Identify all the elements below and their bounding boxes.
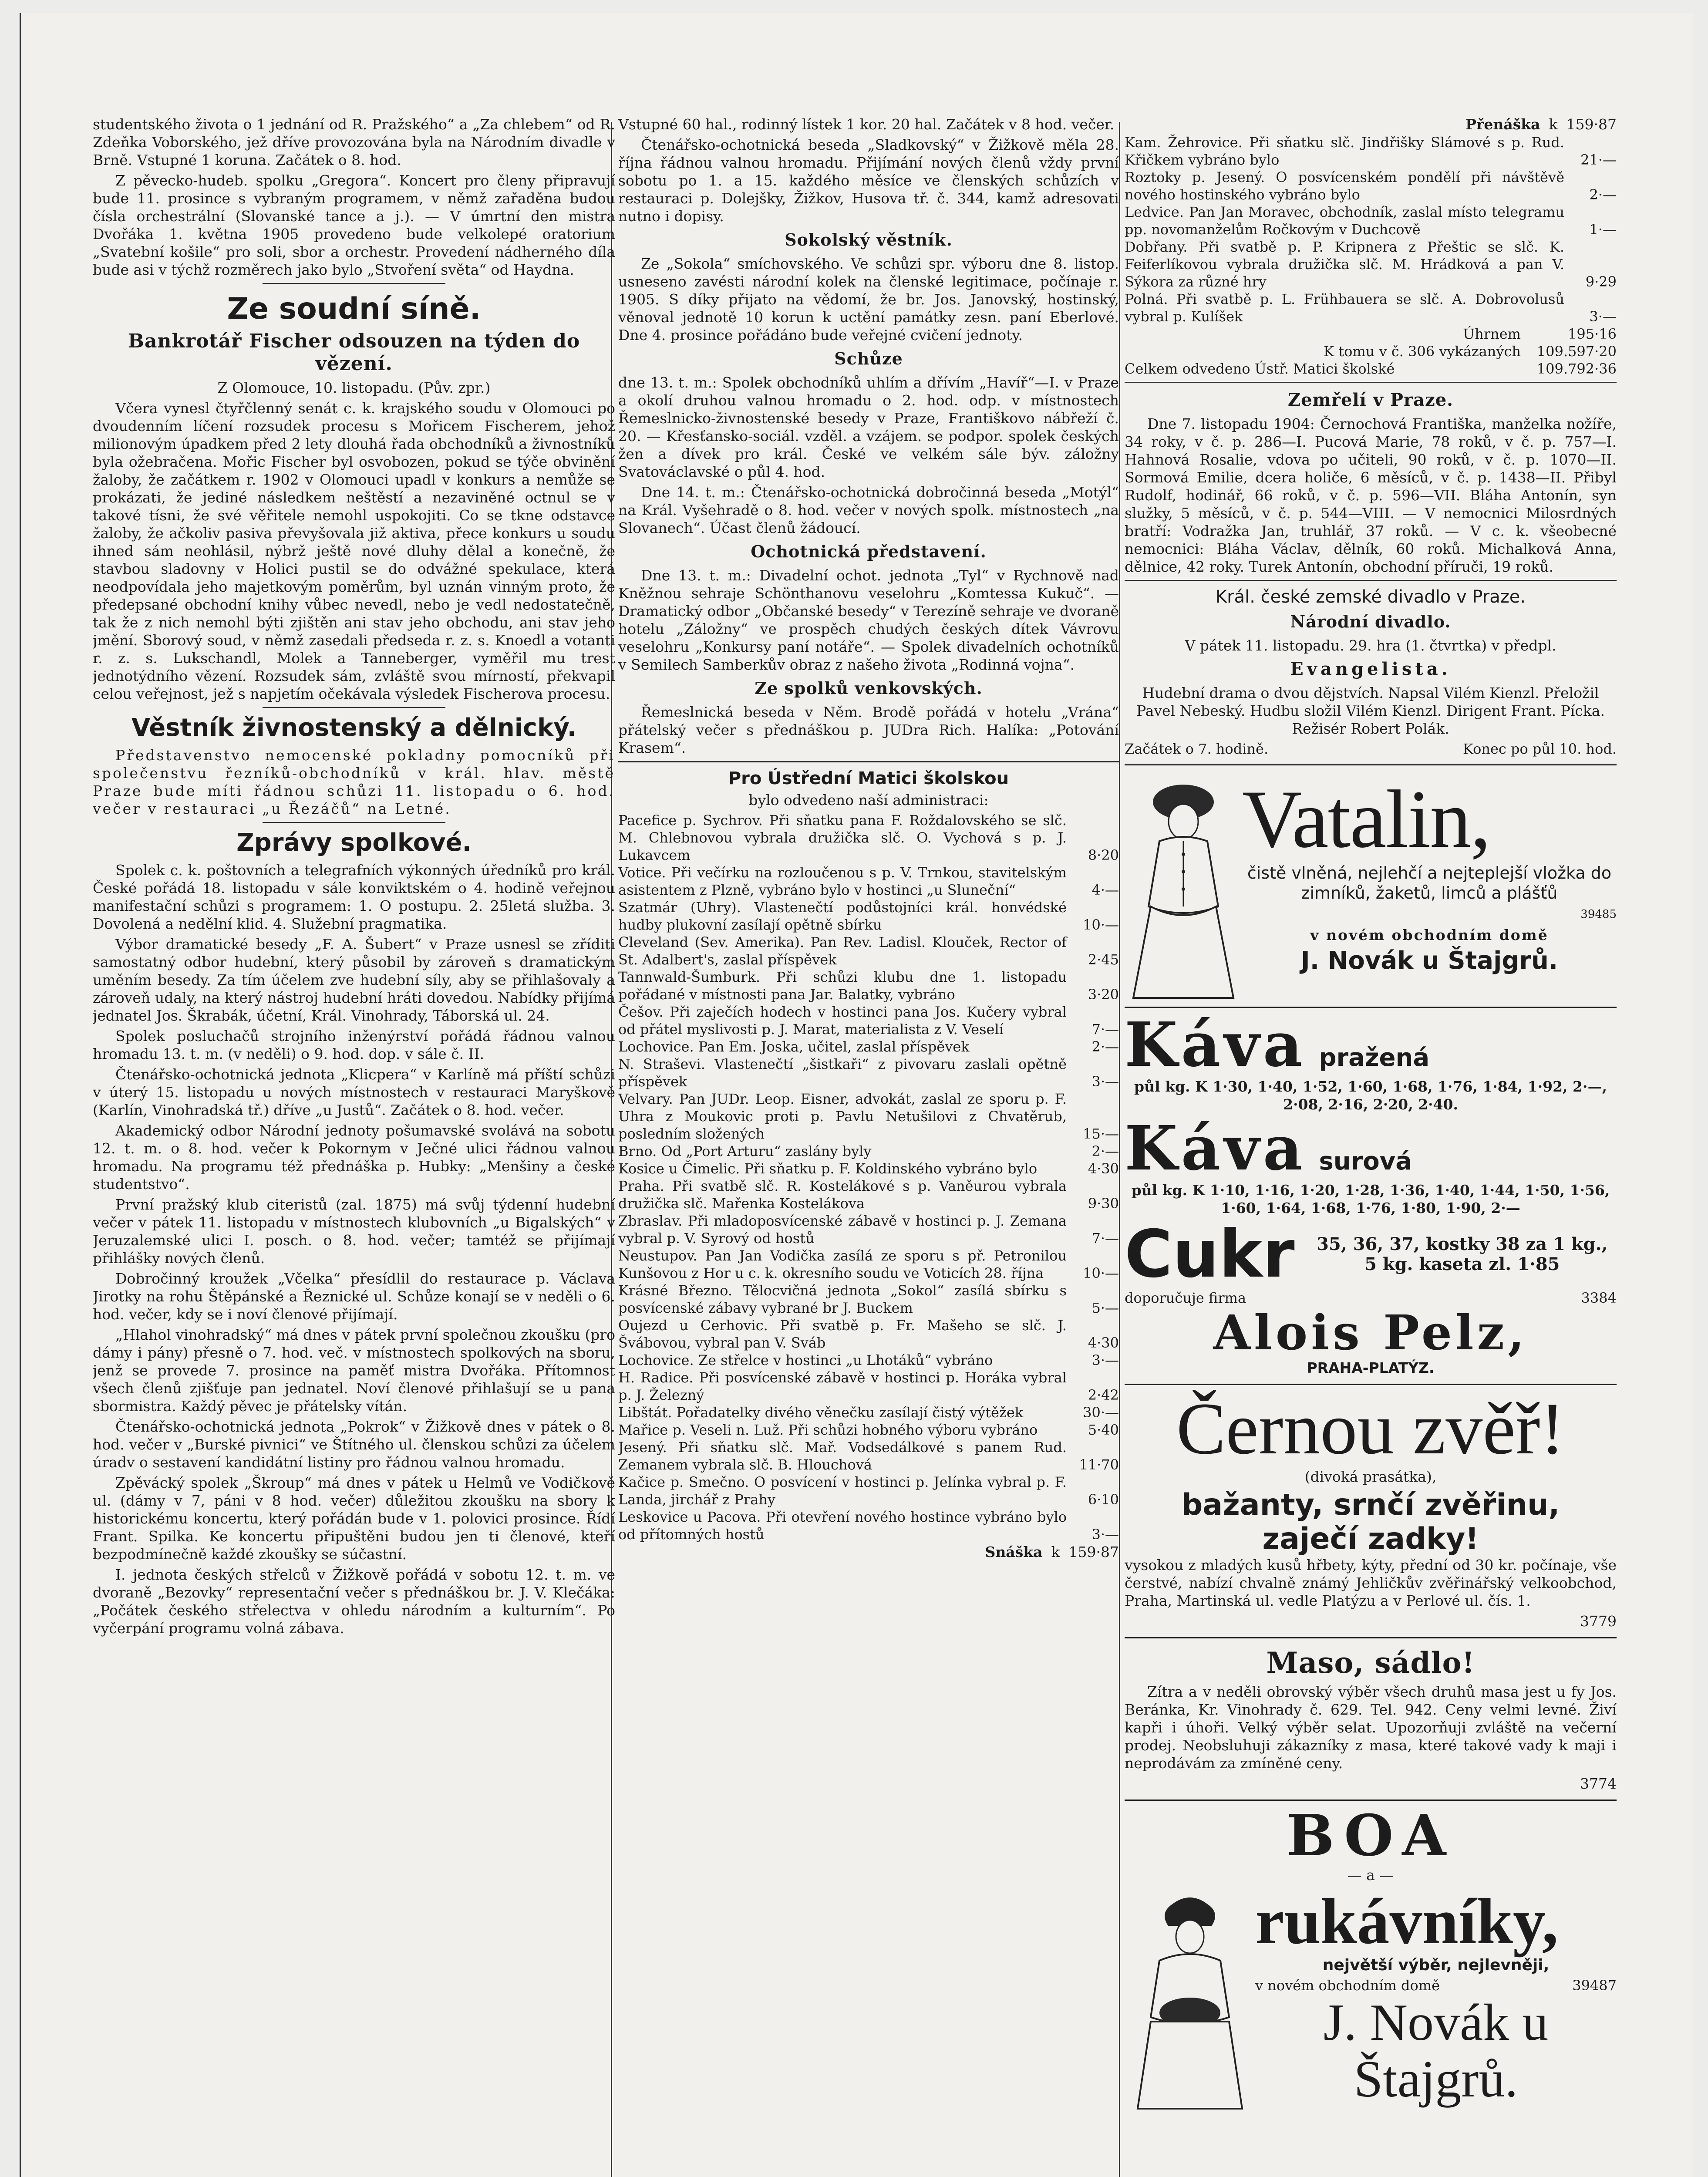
matice-row [618,968,1119,1003]
matice-row [618,1404,1119,1421]
matice-row-text: Praha. Při svatbě slč. R. Kostelákové s p. Vaněurou vybrala družička slč. Mařenka Kostelákova [618,1178,1067,1212]
matice-row-text: Lochovice. Ze střelce v hostinci „u Lhotáků“ vybráno [618,1352,993,1368]
kava-prazena-row [1125,1009,1617,1081]
matice-row-value: 3·— [1589,308,1617,325]
matice-row-value: 10·— [1083,917,1119,933]
prenaska-unit: k [1549,116,1558,133]
matice-row-value: 6·10 [1088,1491,1119,1508]
zpravy-item: I. jednota českých střelců v Žižkově pořádá v sobotu 12. t. m. ve dvoraně „Bezovky“ representační večer s přednáškou br. J. V. Klečáka: „Počátek českého střelectva v ohledu národním a kulturním“. Po vyčerpání programu volná zábava. [93,1566,615,1637]
newspaper-page [20,13,1693,2177]
sokol-article: Ze „Sokola“ smíchovského. Ve schůzi spr. výboru dne 8. listop. usneseno zavésti národní kolek na členské legitimace, počínaje r. 1905. S díky přijato na vědomí, že br. Jos. Janovský, hostinský, věnoval jednotě 10 korun k uctění památky zesn. paní Eberlové. Dne 4. prosince pořádáno bude veřejné cvičení jednoty. [618,255,1119,344]
pelz-num: 3384 [1581,1290,1617,1306]
matice-row-value: 9·29 [1585,273,1617,290]
matice-row-text: Jesený. Při sňatku slč. Mař. Vodsedálkové s panem Rud. Zemanem vybrala slč. B. Hlouchová [618,1439,1067,1473]
kava-prazena-big: Káva [1125,1009,1306,1081]
matice-row-text: Lochovice. Pan Em. Joska, učitel, zaslal příspěvek [618,1038,970,1055]
boa-text: největší výběr, nejlevněji, [1322,1956,1550,1974]
boa-firm: J. Novák u Štajgrů. [1323,1993,1549,2108]
vatalin-text: čistě vlněná, nejlehčí a nejteplejší vložka do zimníků, žaketů, limců a plášťů [1247,863,1612,903]
zpravy-item: Dobročinný kroužek „Včelka“ přesídlil do restaurace p. Václava Jirotky na rohu Štěpánské a Řeznické ul. Schůze konají se v neděli o 6. hod. večer, kdy se i noví členové přijímají. [93,1270,615,1323]
vatalin-num: 39485 [1580,908,1617,921]
divadlo-desc: Hudební drama o dvou dějstvích. Napsal Vilém Kienzl. Přeložil Pavel Nebeský. Hudbu složil Vilém Kienzl. Dirigent Frant. Pícka. Režisér Robert Polák. [1136,684,1605,737]
matice-row-value: 4·30 [1088,1335,1119,1351]
matice-row-value: 8·20 [1088,847,1119,863]
matice-row-text: Tannwald-Šumburk. Při schůzi klubu dne 1. listopadu pořádané v místnosti pana Jar. Balatky, vybráno [618,969,1067,1003]
zpravy-item: Spolek c. k. poštovních a telegrafních výkonných úředníků pro král. České pořádá 18. listopadu v sále konviktském o 4. hodině veřejnou manifestační schůzi s programem: 1. O postupu. 2. 25letá služba. 3. Dovolená a nedělní klid. 4. Služební pragmatika. [93,862,615,932]
celkem-label: Celkem odvedeno Ústř. Matici školské [1125,361,1395,377]
k-tomu-row [1125,343,1617,360]
matice-row-text: Ledvice. Pan Jan Moravec, obchodník, zaslal místo telegramu pp. novomanželům Ročkovým v Duchcově [1125,204,1564,238]
zpravy-item: Spolek posluchačů strojního inženýrství pořádá řádnou valnou hromadu 13. t. m. (v neděli) o 9. hod. dop. v sále č. II. [93,1028,615,1062]
matice-row-value: 5·— [1092,1300,1119,1316]
matice-row [618,1160,1119,1177]
matice-row [1125,168,1617,203]
matice-row-value: 2·— [1092,1143,1119,1159]
column-3 [1125,115,1617,2177]
boa-shop: v novém obchodním domě [1255,1977,1440,1994]
schuze-item: dne 13. t. m.: Spolek obchodníků uhlím a dřívím „Havíř“—I. v Praze a okolí druhou valnou hromadu o 2. hod. odp. v místnostech Řemeslnicko-živnostenské besedy v Praze, Františkovo nábřeží č. 20. — Křesťansko-sociál. vzděl. a vzájem. se podpor. spolek českých žen a dívek pro král. České ve velkém sále býv. záložny Svatováclavské o půl 4. hod. [618,374,1119,480]
matice-row-value: 3·— [1092,1526,1119,1543]
matice-row [618,1212,1119,1247]
divadlo-times [1125,740,1617,758]
matice-row [1125,203,1617,238]
matice-row-text: Krásné Březno. Tělocvičná jednota „Sokol“ zasílá sbírku s posvícenské zábavy vybrané br J. Buckem [618,1282,1067,1316]
zver-ad [1125,1385,1617,1638]
boa-num: 39487 [1572,1977,1617,1994]
matice-row-value: 3·— [1092,1073,1119,1090]
matice-row [1125,290,1617,325]
matice-row-value: 4·— [1092,882,1119,898]
matice-row [618,1177,1119,1212]
maso-text: Zítra a v neděli obrovský výběr všech druhů masa jest u fy Jos. Beránka, Kr. Vinohrady č. 629. Tel. 942. Ceny velmi levné. Živí kapři i úhoři. Velký výběr selat. Upozorňuji zvláště na večerní prodej. Neobsluhuji zákazníky z masa, které takové vady k maji i neprodávám za zmíněné ceny. [1125,1683,1617,1772]
celkem-row [1125,360,1617,377]
divadlo-subheading: Národní divadlo. [1290,612,1451,631]
matice-row-text: Mařice p. Veseli n. Luž. Při schůzi hobného výboru vybráno [618,1422,1038,1438]
boa-a: — a — [1347,1867,1394,1884]
court-heading: Ze soudní síně. [227,292,481,326]
venkov-article: Řemeslnická beseda v Něm. Brodě pořádá v hotelu „Vrána“ přátelský večer s přednáškou p. JUDra Rich. Halíka: „Potování Krasem“. [618,704,1119,756]
column-rule [1119,122,1120,2177]
matice-row-text: Roztoky p. Jesený. O posvícenském pondělí při návštěvě nového hostinského vybráno bylo [1125,169,1564,203]
matice-row-text: Libštát. Pořadatelky divého věnečku zasílají čistý výtěžek [618,1404,1024,1421]
zver-sub: (divoká prasátka), [1304,1468,1437,1485]
vatalin-shop: v novém obchodním domě [1310,927,1549,944]
snaska-row [618,1543,1119,1561]
uhrnem-label: Úhrnem [1463,326,1521,342]
cukr-row [1125,1217,1617,1292]
boa-ad [1125,1801,1617,2113]
matice-list [618,812,1119,1543]
pelz-recommend-row [1125,1289,1617,1307]
snaska-unit: k [1051,1543,1060,1560]
zver-num: 3779 [1580,1613,1617,1630]
celkem-value: 109.792·36 [1536,361,1617,377]
k-tomu-value: 109.597·20 [1536,343,1617,360]
zpravy-heading: Zprávy spolkové. [236,829,472,857]
boa-shop-row [1255,1977,1617,1994]
kava-prazena-word: pražená [1319,1044,1430,1072]
divider [263,822,445,823]
venkov-heading: Ze spolků venkovských. [755,678,983,698]
divadlo-date: V pátek 11. listopadu. 29. hra (1. čtvrtka) v předpl. [1185,637,1556,654]
sokol-heading: Sokolský věstník. [785,230,953,249]
matice-row [1125,134,1617,168]
matice-row [618,933,1119,968]
matice-row [618,899,1119,933]
matice-row [618,1317,1119,1351]
zver-big: Černou zvěř! [1176,1388,1565,1469]
vestnik-heading: Věstník živnostenský a dělnický. [131,714,576,742]
snaska-value: 159·87 [1068,1543,1119,1560]
umrti-heading: Zemřelí v Praze. [1287,390,1454,410]
vatalin-firm: J. Novák u Štajgrů. [1300,947,1558,975]
matice-row-value: 1·— [1589,221,1617,238]
divider [1125,580,1617,581]
matice-row [618,1421,1119,1439]
divider [263,283,445,284]
matice-row-text: Dobřany. Při svatbě p. P. Kripnera z Přeštic se slč. K. Feiferlíkovou vybrala družička slč. M. Hrádková a pan V. Sýkora za různé hry [1125,239,1564,290]
maso-heading: Maso, sádlo! [1266,1646,1475,1680]
matice-row-value: 11·70 [1079,1456,1119,1473]
zver-line2: bažanty, srnčí zvěřinu, [1181,1488,1560,1522]
column-1 [93,115,615,2177]
uhrnem-value: 195·16 [1568,326,1617,342]
zpravy-item: Čtenářsko-ochotnická jednota „Klicpera“ v Karlíně má příští schůzi v úterý 15. listopadu u nových místnostech v restauraci Maryškově (Karlín, Vinohradská tř.) dříve „u Justů“. Začátek o 8. hod. večer. [93,1066,615,1119]
vatalin-text-block [1242,776,1617,1002]
matice-row-text: Votice. Při večírku na rozloučenou s p. V. Trnkou, stavitelským asistentem z Plzně, vybráno bylo v hostinci „u Sluneční“ [618,864,1067,898]
cukr-big: Cukr [1125,1217,1295,1292]
matice-row-text: N. Straševi. Vlastenečtí „šistkaři“ z pivovaru zaslali opětně příspěvek [618,1056,1067,1090]
matice-row [618,1055,1119,1090]
pelz-name: Alois Pelz, [1213,1304,1528,1361]
matice-row [618,1003,1119,1038]
ochot-article: Dne 13. t. m.: Divadelní ochot. jednota „Tyl“ v Rychnově nad Kněžnou sehraje Schönthanovu veselohru „Komtessa Kukuč“. — Dramatický odbor „Občanské besedy“ v Terezíně sehraje ve dvoraně hotelu „Záložny“ ve prospěch chudých českých dítek Vávrovu veselohru „Konkursy paní notáře“. — Spolek divadelních ochotníků v Semilech Samberkův obraz z našeho života „Rodinná vojna“. [618,567,1119,673]
matice-row-value: 2·— [1589,186,1617,203]
snaska-label: Snáška [985,1543,1043,1560]
prenaska-row [1125,115,1617,134]
boa-ruk: rukávníky, [1255,1885,1559,1958]
uhrnem-row [1125,325,1617,343]
vestnik-article: Představenstvo nemocenské pokladny pomocníků při společenstvu řezníků-obchodníků v král. hlav. městě Praze bude míti řádnou schůzi 11. listopadu o 6. hod. večer v restauraci „u Řezáčů“ na Letné. [93,747,615,817]
divider [618,761,1119,762]
matice-row-value: 3·— [1092,1352,1119,1368]
prenaska-label: Přenáška [1465,116,1540,133]
kava-surova-prices: půl kg. K 1·10, 1·16, 1·20, 1·28, 1·36, 1·40, 1·44, 1·50, 1·56, 1·60, 1·64, 1·68, 1·76, 1·80, 1·90, 2·— [1131,1182,1610,1217]
zpravy-item: „Hlahol vinohradský“ má dnes v pátek první společnou zkoušku (pro dámy i pány) přesně o 7. hod. več. v místnostech spolkových na sboru, jenž se provede 7. prosince na paměť mistra Dvořáka. Přítomnost všech členů zjišťuje pan jednatel. Noví členové přihlašují se u pana sbormistra. Každý pěvec je přátelsky vítán. [93,1326,615,1415]
matice-row-value: 3·20 [1088,986,1119,1003]
matice-row [618,1508,1119,1543]
vatalin-ad [1125,772,1617,1008]
zpravy-item: Výbor dramatické besedy „F. A. Šubert“ v Praze usnesl se zříditi samostatný odbor hudební, který působil by zároveň s dramatickým uměním besedy. Za tím účelem zve hudební síly, aby se přihlašovaly a zároveň udaly, na který nástroj hudební hráti dovedou. Nabídky přijímá jednatel Jos. Škrabák, účetní, Král. Vinohrady, Táborská ul. 24. [93,936,615,1024]
prenaska-value: 159·87 [1566,116,1617,133]
matice-row [618,1351,1119,1369]
intro-paragraph: Vstupné 60 hal., rodinný lístek 1 kor. 20 hal. Začátek v 8 hod. večer. [618,116,1115,133]
matice-row-value: 30·— [1083,1404,1119,1421]
zpravy-item: Čtenářsko-ochotnická jednota „Pokrok“ v Žižkově dnes v pátek o 8. hod. večer v „Burské pivnici“ ve Štítného ul. členskou schůzi za účelem úradv o sestavení kandidátní listiny pro řádnou valnou hromadu. [93,1418,615,1471]
kava-surova-row [1125,1113,1617,1184]
matice-row-text: Zbraslav. Při mladoposvícenské zábavě v hostinci p. J. Zemana vybral p. V. Syrový od hostů [618,1213,1067,1247]
kava-prazena-prices: půl kg. K 1·30, 1·40, 1·52, 1·60, 1·68, 1·76, 1·84, 1·92, 2·—, 2·08, 2·16, 2·20, 2·40. [1134,1078,1607,1113]
kava-surova-big: Káva [1125,1113,1306,1184]
matice-row [618,864,1119,899]
matice-row-text: Oujezd u Cerhovic. Při svatbě p. Fr. Mašeho se slč. J. Švábovou, vybral pan V. Sváb [618,1317,1067,1351]
lady-with-muff-icon [1125,1887,1255,2113]
pelz-recommend: doporučuje firma [1125,1290,1246,1306]
matice-row-text: Velvary. Pan JUDr. Leop. Eisner, advokát, zaslal ze sporu p. F. Uhra z Moukovic proti p. Pavlu Netušilovi z Chvatěrub, posledním složených [618,1091,1067,1142]
matice-row [618,1090,1119,1142]
boa-body [1125,1887,1617,2113]
column-2 [618,115,1119,2177]
divider [1125,382,1617,383]
matice-row-value: 4·30 [1088,1160,1119,1177]
matice-row-value: 7·— [1092,1230,1119,1247]
matice-row [618,1142,1119,1160]
matice-row-value: 9·30 [1088,1195,1119,1212]
matice-row-text: Pacefice p. Sychrov. Při sňatku pana F. Roždalovského se slč. M. Chlebnovou vybrala družička slč. O. Vychová s p. J. Lukavcem [618,812,1067,863]
matice-row [618,812,1119,864]
pevecko-paragraph: Z pěvecko-hudeb. spolku „Gregora“. Koncert pro členy připravují bude 11. prosince s vybraným programem, v němž zařaděna budou čísla orchestrální (Slovanské tance a j.). — V úmrtní den mistra Dvořáka 1. května 1905 provedeno bude velkolepé oratorium „Svatební košile“ pro soli, sbor a orchestr. Provedení nádherného díla bude asi v týchž rozměrech jako bylo „Stvoření světa“ od Haydna. [93,172,615,278]
court-article: Včera vynesl čtyřčlenný senát c. k. krajského soudu v Olomouci po dvoudenním líčení rozsudek procesu s Mořicem Fischerem, jehož milionovým úpadkem před 2 lety dlouhá řada obchodníků a živnostníků byla ožebračena. Mořic Fischer byl osvobozen, pokud se týče obvinění žaloby, že začátkem r. 1902 v Olomouci upadl v konkurs a nemůže se prokázati, že jediné následkem neštěstí a nezaviněné octnul se v takové tísni, že své věřitele nemohl uspokojiti. Co se tkne odstavce žaloby, že ačkoliv pasiva převyšovala již aktiva, přece konkurs u soudu ihned sám neohlásil, nýbrž ještě nové dluhy dělal a konečně, že stavbou sladovny v Holici pustil se do odvážné spekulace, která neodpovídala jeho majetkovým poměrům, byl uznán vinným proto, že předepsané obchodní knihy vůbec nevedl, nebo je vedl nedostatečně, tak že z nich nemohl býti zjištěn ani stav jeho obchodu, ani stav jeho jmění. Sborový soud, v němž zasedali předseda r. z. s. Knoedl a votanti r. z. s. Lukschandl, Molek a Tanneberger, vyměřil mu trest jednotýdního vězení. Rozsudek sám, zvláště svou mírností, překvapil celou veřejnost, jež s napjetím očekávala výsledek Fischerova procesu. [93,400,615,702]
divider [263,707,445,708]
zpravy-item: Zpěvácký spolek „Škroup“ má dnes v pátek u Helmů ve Vodičkově ul. (dámy v 7, páni v 8 hod. večer) důležitou zkoušku na sbory k historickému koncertu, který pořádán bude v 1. polovici prosince. Řídí Frant. Spilka. Ke koncertu připuštěni budou jen ti členové, kteří bezpodmínečně každé zkoušky se súčastní. [93,1474,615,1563]
maso-ad [1125,1638,1617,1801]
matice-row-text: Kačice p. Smečno. O posvícení v hostinci p. Jelínka vybral p. F. Landa, jirchář z Prahy [618,1474,1067,1508]
divadlo-heading: Král. české zemské divadlo v Praze. [1215,587,1526,607]
pelz-ad [1125,1008,1617,1385]
zpravy-item: První pražský klub citeristů (zal. 1875) má svůj týdenní hudební večer v pátek 11. listopadu v místnostech klubovních „u Bigalských“ v Jeruzalemské ulici I. posch. o 8. hod. večer; tamtéž se přijímají přihlášky nových členů. [93,1196,615,1267]
sladkovsky-paragraph: Čtenářsko-ochotnická beseda „Sladkovský“ v Žižkově měla 28. října řádnou valnou hromadu. Přijímání nových členů vždy první sobotu po 1. a 15. každého měsíce ve členských schůzích v restauraci p. Dolejšky, Žižkov, Husova tř. č. 344, kamž adresovati nutno i dopisy. [618,136,1119,225]
matice-row-text: Kosice u Čimelic. Při sňatku p. F. Koldinského vybráno bylo [618,1160,1038,1177]
matice-row-text: Szatmár (Uhry). Vlastenečtí podůstojníci král. honvédské hudby plukovní zasílají opětně sbírku [618,899,1067,933]
court-dateline: Z Olomouce, 10. listopadu. (Pův. zpr.) [217,379,491,396]
matice-row [618,1473,1119,1508]
matice-row-text: Kam. Žehrovice. Při sňatku slč. Jindřišky Slámové s p. Rud. Křičkem vybráno bylo [1125,134,1564,168]
matice-row-value: 2·42 [1088,1387,1119,1403]
matice-subheading: bylo odvedeno naší administraci: [748,792,989,809]
boa-text-block [1255,1887,1617,2113]
divadlo-start: Začátek o 7. hodině. [1125,741,1269,757]
matice-row-value: 7·— [1092,1021,1119,1038]
matice-row [1125,238,1617,290]
k-tomu-label: K tomu v č. 306 vykázaných [1324,343,1521,360]
divider [1125,764,1617,765]
matice-row [618,1038,1119,1055]
matice-row [618,1247,1119,1282]
matice-row-value: 21·— [1580,152,1617,168]
matice-list [1125,134,1617,325]
lady-illustration-icon [1125,776,1242,1002]
cukr-prices: 35, 36, 37, kostky 38 za 1 kg., 5 kg. kaseta zl. 1·85 [1317,1234,1608,1274]
zpravy-item: Akademický odbor Národní jednoty pošumavské svolává na sobotu 12. t. m. o 8. hod. večer k Pokornym v Ječné ulici řádnou valnou hromadu. Na programu též přednáška p. Hubky: „Menšiny a české studentstvo“. [93,1122,615,1193]
umrti-article: Dne 7. listopadu 1904: Černochová Františka, manželka nožíře, 34 roky, v č. p. 286—I. Pucová Marie, 78 roků, v č. p. 757—I. Hahnová Rosalie, vdova po učiteli, 90 roků, v č. p. 1070—II. Sormová Emilie, dcera holiče, 6 měsíců, v č. p. 1438—II. Přibyl Rudolf, hodinář, 66 roků, v č. p. 596—VII. Bláha Antonín, syn služky, 5 měsíců, v č. p. 544—VIII. — V nemocnici Milosrdných bratří: Vodražka Jan, truhlář, 37 roků. — V c. k. všeobecné nemocnici: Bláha Václav, dělník, 60 roků. Michalková Anna, dělnice, 42 roky. Turek Antonín, obchodní příruči, 19 roků. [1125,415,1617,575]
divadlo-title: Evangelista. [1290,659,1451,679]
ochot-heading: Ochotnická představení. [751,542,987,561]
court-subheading: Bankrotář Fischer odsouzen na týden do vězení. [128,330,580,375]
matice-row-value: 2·— [1092,1038,1119,1055]
matice-row-text: Leskovice u Pacova. Při otevření nového hostince vybráno bylo od přítomných hostů [618,1509,1067,1543]
matice-row-text: Polná. Při svatbě p. L. Frühbauera se slč. A. Dobrovolusů vybral p. Kulíšek [1125,291,1564,325]
matice-row-text: Brno. Od „Port Arturu“ zaslány byly [618,1143,872,1159]
matice-row-text: H. Radice. Při posvícenské zábavě v hostinci p. Horáka vybral p. J. Železný [618,1369,1067,1403]
maso-num: 3774 [1580,1775,1617,1792]
matice-row [618,1439,1119,1473]
matice-row-text: Neustupov. Pan Jan Vodička zasílá ze sporu s př. Petronilou Kunšovou z Hor u c. k. okresního soudu ve Voticích 28. října [618,1247,1067,1281]
matice-row-value: 10·— [1083,1265,1119,1281]
pelz-place: PRAHA-PLATÝZ. [1307,1359,1435,1376]
matice-row [618,1282,1119,1317]
divadlo-end: Konec po půl 10. hod. [1463,741,1617,757]
schuze-item: Dne 14. t. m.: Čtenářsko-ochotnická dobročinná beseda „Motýl“ na Král. Vyšehradě o 8. hod. večer v nových spolk. místnostech „na Slovanech“. Účast členů žádoucí. [618,484,1119,536]
kava-surova-word: surová [1319,1147,1412,1176]
matice-heading: Pro Ústřední Matici školskou [728,768,1009,789]
schuze-heading: Schůze [834,349,903,368]
boa-big: BOA [1286,1802,1455,1869]
intro-paragraph: studentského života o 1 jednání od R. Pražského“ a „Za chlebem“ od R. Zdeňka Voborského, jež dříve provozována byla na Národním divadle v Brně. Vstupné 1 koruna. Začátek o 8. hod. [93,116,615,168]
vatalin-title: Vatalin, [1242,774,1490,865]
matice-row-text: Cleveland (Sev. Amerika). Pan Rev. Ladisl. Klouček, Rector of St. Adalbert's, zaslal příspěvek [618,934,1067,968]
zver-text: vysokou z mladých kusů hřbety, kýty, přední od 30 kr. počínaje, vše čerstvé, nabízí chvalně známý Jehličkův zvěřinářský velkoobchod, Praha, Martinská ul. vedle Platýzu a v Perlové ul. čís. 1. [1125,1557,1617,1609]
matice-row-value: 2·45 [1088,951,1119,968]
matice-row-text: Češov. Při zaječích hodech v hostinci pana Jos. Kučery vybral od přátel myslivosti p. J. Marat, materialista z V. Veselí [618,1004,1067,1038]
matice-row [618,1369,1119,1404]
zver-line3: zaječí zadky! [1262,1522,1479,1556]
matice-row-value: 15·— [1083,1126,1119,1142]
matice-row-value: 5·40 [1088,1422,1119,1438]
